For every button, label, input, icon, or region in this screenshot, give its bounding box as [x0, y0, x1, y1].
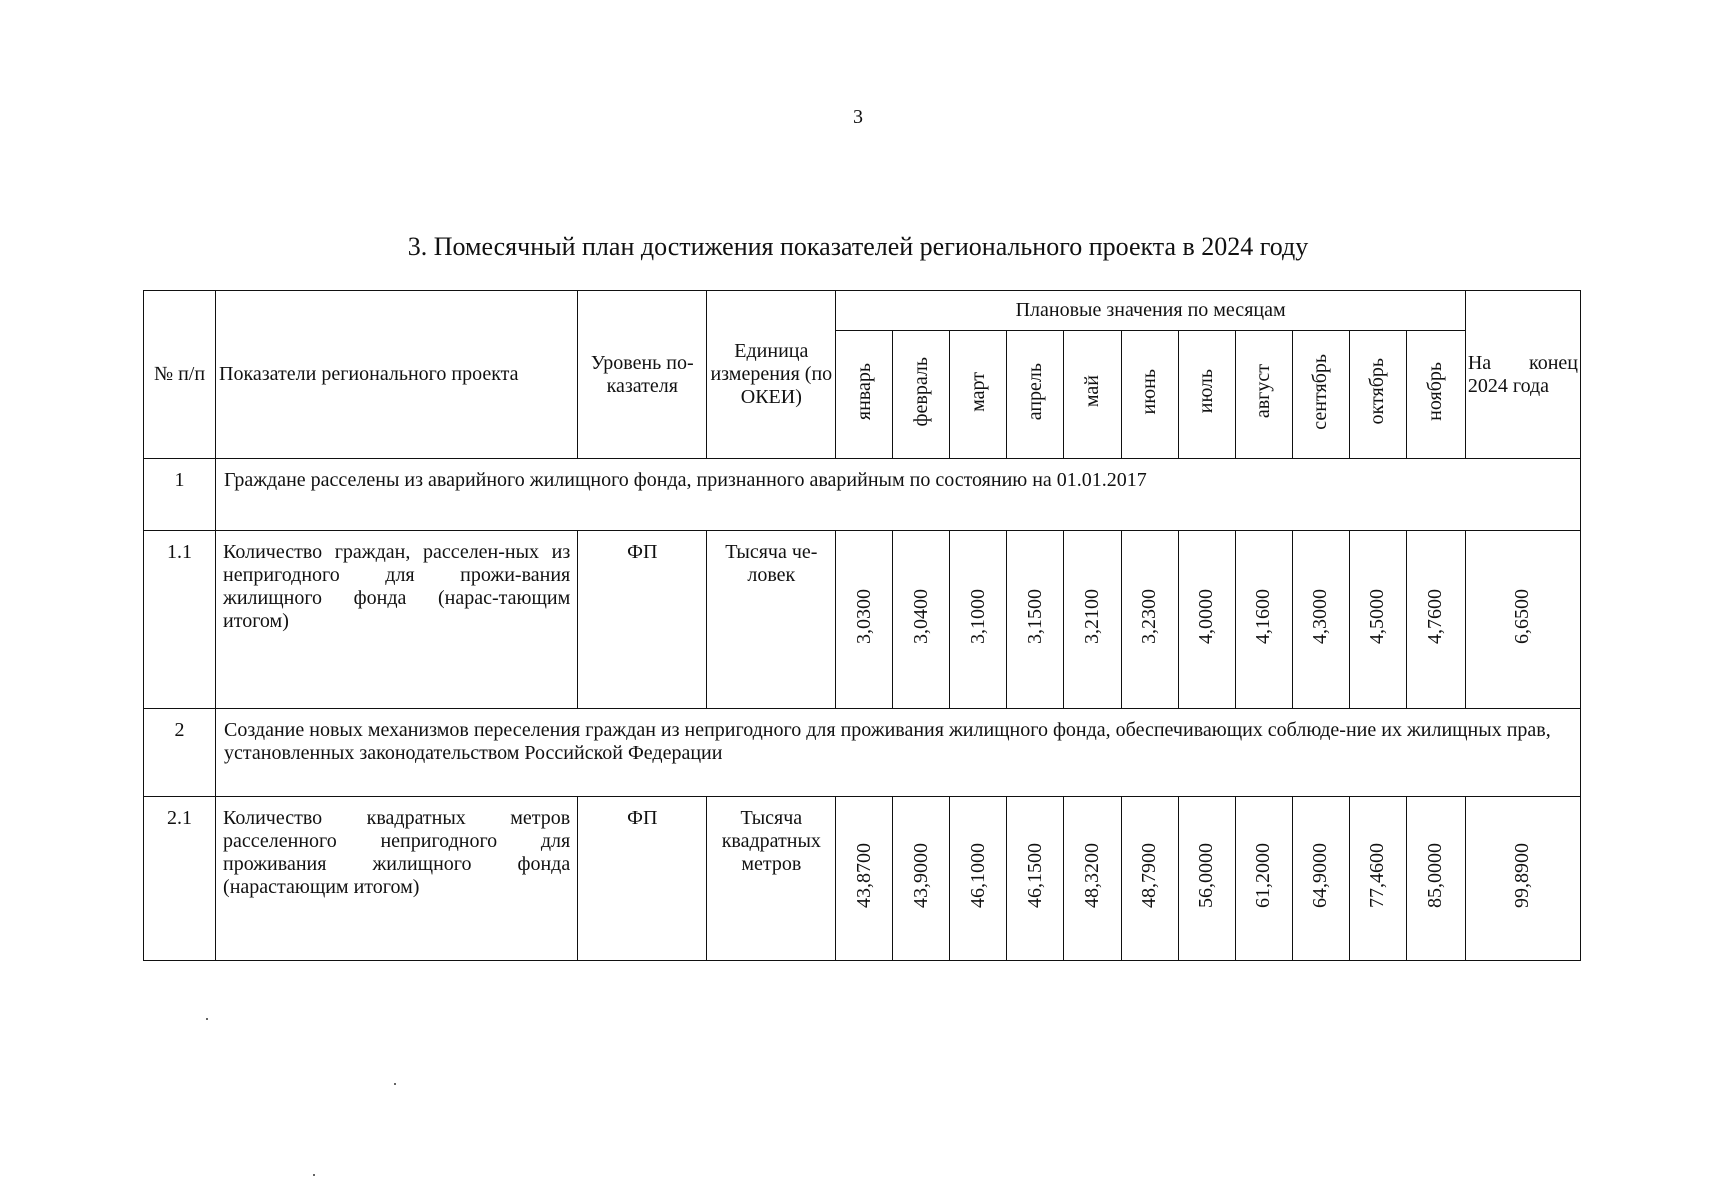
- month-value: 43,9000: [909, 843, 932, 908]
- final-value-cell: [1465, 531, 1580, 709]
- indicator-name: Количество квадратных метров расселенного непригодного для проживания жилищного фонда (нарастающим итогом): [216, 797, 578, 961]
- month-value-cell: [1007, 531, 1064, 709]
- section-row: [144, 459, 1581, 531]
- header-final: На конец 2024 года: [1465, 291, 1580, 459]
- indicator-unit: Тысяча квадратных метров: [707, 797, 836, 961]
- month-value-cell: [1235, 531, 1292, 709]
- monthly-plan-table: [143, 290, 1581, 961]
- month-label: сентябрь: [1309, 353, 1332, 430]
- month-value-cell: [1178, 531, 1235, 709]
- month-value-cell: [1007, 797, 1064, 961]
- header-month: [1064, 331, 1121, 459]
- header-month: [1121, 331, 1178, 459]
- header-month: [893, 331, 950, 459]
- section-number: 1: [144, 459, 216, 531]
- indicator-level: ФП: [578, 797, 707, 961]
- indicator-name: Количество граждан, расселен-ных из непригодного для прожи-вания жилищного фонда (нарас-тающим итогом): [216, 531, 578, 709]
- month-value: 43,8700: [852, 843, 875, 908]
- month-value-cell: [1121, 797, 1178, 961]
- row-number: 1.1: [144, 531, 216, 709]
- month-value-cell: [1064, 797, 1121, 961]
- month-label: август: [1252, 364, 1275, 419]
- header-num: № п/п: [144, 291, 216, 459]
- scan-speck: [394, 1083, 396, 1085]
- month-value-cell: [1406, 531, 1465, 709]
- header-month: [950, 331, 1007, 459]
- final-value: 99,8900: [1511, 843, 1534, 908]
- month-value-cell: [893, 531, 950, 709]
- month-label: май: [1081, 375, 1103, 408]
- month-label: январь: [852, 362, 875, 421]
- month-value: 48,7900: [1138, 843, 1161, 908]
- header-row-top: [144, 291, 1581, 331]
- document-title: 3. Помесячный план достижения показателей регионального проекта в 2024 году: [407, 232, 1309, 261]
- indicator-level: ФП: [578, 531, 707, 709]
- section-row: [144, 709, 1581, 797]
- month-value-cell: [1121, 531, 1178, 709]
- month-value-cell: [1178, 797, 1235, 961]
- header-level: Уровень по-казателя: [578, 291, 707, 459]
- scan-speck: [206, 1018, 208, 1020]
- month-value: 77,4600: [1366, 843, 1389, 908]
- month-value: 3,1500: [1023, 589, 1046, 644]
- indicator-unit: Тысяча че-ловек: [707, 531, 836, 709]
- header-month: [836, 331, 893, 459]
- month-value: 4,5000: [1366, 589, 1389, 644]
- table-row: [144, 531, 1581, 709]
- month-label: октябрь: [1366, 358, 1389, 425]
- header-monthly-group: Плановые значения по месяцам: [836, 291, 1466, 331]
- month-value: 4,7600: [1424, 589, 1447, 644]
- month-value-cell: [1349, 531, 1406, 709]
- month-value: 85,0000: [1424, 843, 1447, 908]
- row-number: 2.1: [144, 797, 216, 961]
- final-value-cell: [1465, 797, 1580, 961]
- month-value: 4,0000: [1195, 589, 1218, 644]
- month-value-cell: [1235, 797, 1292, 961]
- month-value-cell: [1292, 797, 1349, 961]
- header-month: [1406, 331, 1465, 459]
- month-value: 56,0000: [1195, 843, 1218, 908]
- month-value: 3,0400: [909, 589, 932, 644]
- header-month: [1349, 331, 1406, 459]
- month-value: 4,1600: [1252, 589, 1275, 644]
- month-value: 64,9000: [1309, 843, 1332, 908]
- table-row: [144, 797, 1581, 961]
- month-value: 3,0300: [852, 589, 875, 644]
- month-value-cell: [836, 797, 893, 961]
- month-value: 46,1000: [966, 843, 989, 908]
- month-value-cell: [950, 531, 1007, 709]
- month-value-cell: [1349, 797, 1406, 961]
- month-value: 46,1500: [1023, 843, 1046, 908]
- final-value: 6,6500: [1511, 589, 1534, 644]
- month-value-cell: [950, 797, 1007, 961]
- month-value-cell: [836, 531, 893, 709]
- month-value: 48,3200: [1081, 843, 1103, 908]
- month-value: 3,2300: [1138, 589, 1161, 644]
- month-value-cell: [1292, 531, 1349, 709]
- month-value: 3,2100: [1081, 589, 1103, 644]
- header-month: [1007, 331, 1064, 459]
- month-value: 61,2000: [1252, 843, 1275, 908]
- page-number: 3: [853, 106, 863, 128]
- month-label: ноябрь: [1424, 362, 1447, 421]
- section-title: Граждане расселены из аварийного жилищного фонда, признанного аварийным по состоянию на 01.01.2017: [216, 459, 1581, 531]
- header-month: [1178, 331, 1235, 459]
- section-number: 2: [144, 709, 216, 797]
- month-value: 3,1000: [966, 589, 989, 644]
- month-value-cell: [1406, 797, 1465, 961]
- header-month: [1292, 331, 1349, 459]
- month-label: апрель: [1023, 362, 1046, 421]
- section-title: Создание новых механизмов переселения граждан из непригодного для проживания жилищного фонда, обеспечивающих соблюде-ние их жилищных прав, установленных законодательством Российской Федерации: [216, 709, 1581, 797]
- month-value-cell: [893, 797, 950, 961]
- month-label: март: [966, 371, 989, 412]
- header-unit: Единица измерения (по ОКЕИ): [707, 291, 836, 459]
- header-month: [1235, 331, 1292, 459]
- month-value-cell: [1064, 531, 1121, 709]
- month-value: 4,3000: [1309, 589, 1332, 644]
- scan-speck: [313, 1174, 315, 1176]
- header-indicator: Показатели регионального проекта: [216, 291, 578, 459]
- month-label: июнь: [1138, 368, 1161, 415]
- month-label: февраль: [909, 356, 932, 427]
- month-label: июль: [1195, 369, 1218, 414]
